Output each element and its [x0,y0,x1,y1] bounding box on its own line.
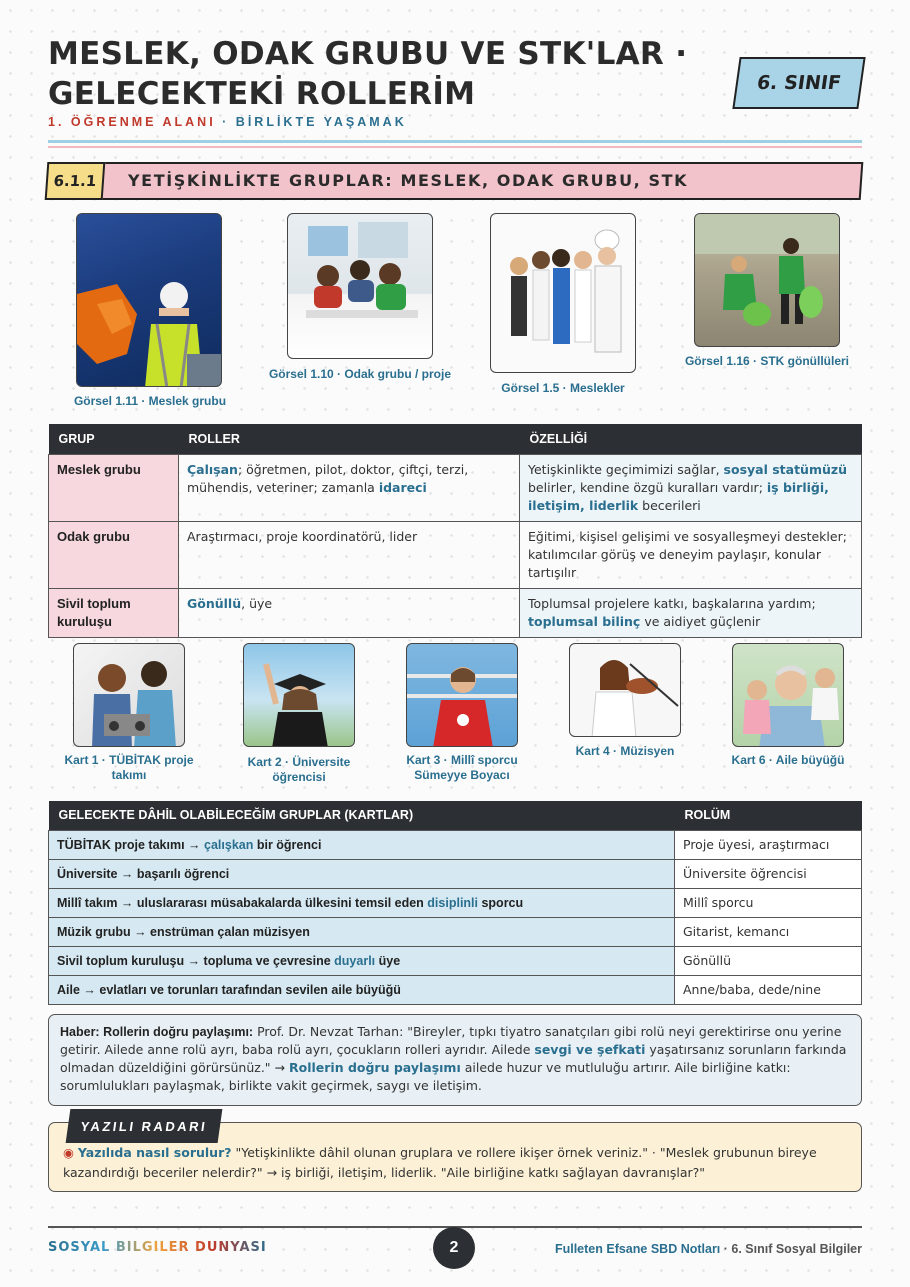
news-box [48,1014,862,1106]
engineer-robot-illustration [77,214,222,387]
header-features: ÖZELLİĞİ [520,424,862,454]
brand-logo-text: SOSYAL BİLGİLER DÜNYASI [48,1240,267,1255]
future-group-cell [49,830,675,859]
role-text: Araştırmacı, proje koordinatörü, lider [187,528,418,544]
group-text: Müzik grubu → enstrüman çalan müzisyen [57,924,310,939]
group-roles [179,588,520,637]
future-group-cell [49,946,675,975]
learning-area-name: BİRLİKTE YAŞAMAK [235,115,407,129]
graduate-illustration [244,644,355,747]
group-features [520,588,862,637]
future-groups-table [48,801,862,1005]
photo-professions [490,213,636,373]
news-label: Haber: Rollerin doğru paylaşımı: [60,1025,254,1039]
future-table-header [49,801,862,830]
students-project-illustration [288,214,433,359]
group-roles [179,521,520,588]
group-text: üye [375,953,401,968]
group-text: sporcu [478,895,524,910]
news-text: Prof. Dr. Nevzat Tarhan: "Bireyler, tıpkı tiyatro sanatçıları gibi rolü neyi gerektirirse onu yerine getirir. Ailede anne rolü ayrı, baba rolü ayrı, çocukların rolleri ayrıdır. Ailede [60,1024,842,1057]
page-subtitle [48,115,407,129]
card-image-3 [406,643,518,747]
subtitle-separator: · [215,115,236,129]
exam-radar-tag [66,1109,223,1143]
violinist-illustration [570,644,681,737]
future-group-cell [49,888,675,917]
table-row [49,946,862,975]
news-text: yaşatırsanız sorunların farkında olmadan düzeldiğini görürsünüz." → [60,1042,847,1075]
feature-highlight: toplumsal bilinç [528,613,641,629]
page-title: MESLEK, ODAK GRUBU VE STK'LAR · GELECEKTEKİ ROLLERİM [48,36,688,112]
photo-caption-4: Görsel 1.16 · STK gönüllüleri [684,354,850,368]
radar-tag-label: YAZILI RADARI [79,1118,209,1134]
groups-table [48,424,862,638]
group-text: Aile → evlatları ve torunları tarafından sevilen aile büyüğü [57,982,401,997]
header-divider-blue [48,140,862,143]
card-image-5 [732,643,844,747]
radar-text: "Yetişkinlikte dâhil olunan gruplara ve rollere ikişer örnek veriniz." · "Meslek grubunun bireye kazandırdığı beceriler nelerdir?" → iş birliği, iletişim, liderlik. "Aile birliğine katkı sağlayan davranışlar?" [63,1145,817,1180]
role-cell: Gitarist, kemancı [675,917,862,946]
section-title: YETİŞKİNLİKTE GRUPLAR: MESLEK, ODAK GRUBU, STK [128,171,689,190]
future-group-cell [49,917,675,946]
group-text: Sivil toplum kuruluşu → topluma ve çevresine [57,953,335,968]
role-cell: Proje üyesi, araştırmacı [675,830,862,859]
role-text: , üye [241,595,273,611]
grade-label: 6. SINIF [755,72,843,94]
photo-professional-group [76,213,222,387]
feature-highlight: sosyal statümüzü [723,461,848,477]
role-cell: Üniversite öğrencisi [675,859,862,888]
photo-caption-3: Görsel 1.5 · Meslekler [501,381,625,395]
groups-table-header [49,424,862,454]
group-name: Sivil toplum kuruluşu [49,588,179,637]
table-row [49,917,862,946]
role-highlight: Gönüllü [187,595,242,611]
card-image-1 [73,643,185,747]
volunteers-cleanup-illustration [695,214,840,347]
group-text: bir öğrenci [253,837,322,852]
professionals-illustration [491,214,636,373]
card-caption-3: Kart 3 · Millî sporcu Sümeyye Boyacı [406,753,518,782]
athlete-illustration [407,644,518,747]
table-row [49,454,862,521]
group-roles [179,454,520,521]
table-row [49,830,862,859]
feature-text: Eğitimi, kişisel gelişimi ve sosyalleşmeyi destekler; katılımcılar görüş ve deneyim paylaşır, konular tartışılır [528,528,847,580]
card-image-4 [569,643,681,737]
role-highlight: idareci [378,479,427,495]
page-number-text: 2 [449,1239,459,1256]
group-text: TÜBİTAK proje takımı → [57,837,205,852]
role-cell: Anne/baba, dede/nine [675,975,862,1004]
group-name: Odak grubu [49,521,179,588]
page-number [433,1227,475,1269]
feature-highlight: iş birliği, iletişim, liderlik [528,479,829,513]
table-row [49,975,862,1004]
news-text: ailede huzur ve mutluluğu artırır. Aile birliğine katkı: sorumlulukları paylaşmak, birlikte vakit geçirmek, saygı ve iletişim. [60,1060,791,1093]
robotics-kids-illustration [74,644,185,747]
role-cell: Millî sporcu [675,888,862,917]
footer-series-name: Fulleten Efsane SBD Notları [554,1242,721,1256]
learning-area-label: 1. ÖĞRENME ALANI [48,115,216,129]
photo-ngo-volunteers [694,213,840,347]
group-features [520,521,862,588]
header-roles: ROLLER [179,424,520,454]
table-row [49,859,862,888]
photo-caption-1: Görsel 1.11 · Meslek grubu [73,394,227,408]
section-number [45,162,106,200]
role-cell: Gönüllü [675,946,862,975]
table-row [49,521,862,588]
section-number-text: 6.1.1 [53,172,97,190]
family-elder-illustration [733,644,844,747]
card-caption-4: Kart 4 · Müzisyen [575,744,675,758]
future-group-cell [49,859,675,888]
brand-logo [48,1240,267,1255]
photo-focus-group [287,213,433,359]
feature-text: belirler, kendine özgü kuralları vardır; [528,479,767,495]
news-highlight: Rollerin doğru paylaşımı [288,1060,461,1075]
footer-course-name: · 6. Sınıf Sosyal Bilgiler [720,1242,862,1256]
card-caption-5: Kart 6 · Aile büyüğü [731,753,845,767]
news-highlight: sevgi ve şefkati [534,1042,646,1057]
table-row [49,588,862,637]
header-my-role: ROLÜM [675,801,862,830]
future-group-cell [49,975,675,1004]
photo-caption-2: Görsel 1.10 · Odak grubu / proje [268,367,452,381]
feature-text: Yetişkinlikte geçimimizi sağlar, [528,461,724,477]
radar-bullet-icon: ◉ [63,1145,74,1160]
header-group: GRUP [49,424,179,454]
group-name: Meslek grubu [49,454,179,521]
group-highlight: duyarlı [334,953,376,968]
feature-text: ve aidiyet güçlenir [640,613,761,629]
card-caption-1: Kart 1 · TÜBİTAK proje takımı [64,753,194,782]
feature-text: becerileri [638,497,701,513]
card-caption-2: Kart 2 · Üniversite öğrencisi [247,755,351,784]
feature-text: Toplumsal projelere katkı, başkalarına yardım; [528,595,816,611]
group-highlight: çalışkan [204,837,254,852]
card-image-2 [243,643,355,747]
group-highlight: disiplinli [427,895,478,910]
group-text: Millî takım → uluslararası müsabakalarda ülkesini temsil eden [57,895,428,910]
footer-credit [555,1242,862,1256]
header-divider-pink [48,146,862,148]
table-row [49,888,862,917]
role-text: ; öğretmen, pilot, doktor, çiftçi, terzi, mühendis, veteriner; zamanla [187,461,469,495]
group-text: Üniversite → başarılı öğrenci [57,866,230,881]
group-features [520,454,862,521]
header-future-groups: GELECEKTE DÂHİL OLABİLECEĞİM GRUPLAR (KARTLAR) [49,801,675,830]
grade-badge [732,57,865,109]
role-highlight: Çalışan [187,461,238,477]
radar-question-label: Yazılıda nasıl sorulur? [77,1145,232,1160]
